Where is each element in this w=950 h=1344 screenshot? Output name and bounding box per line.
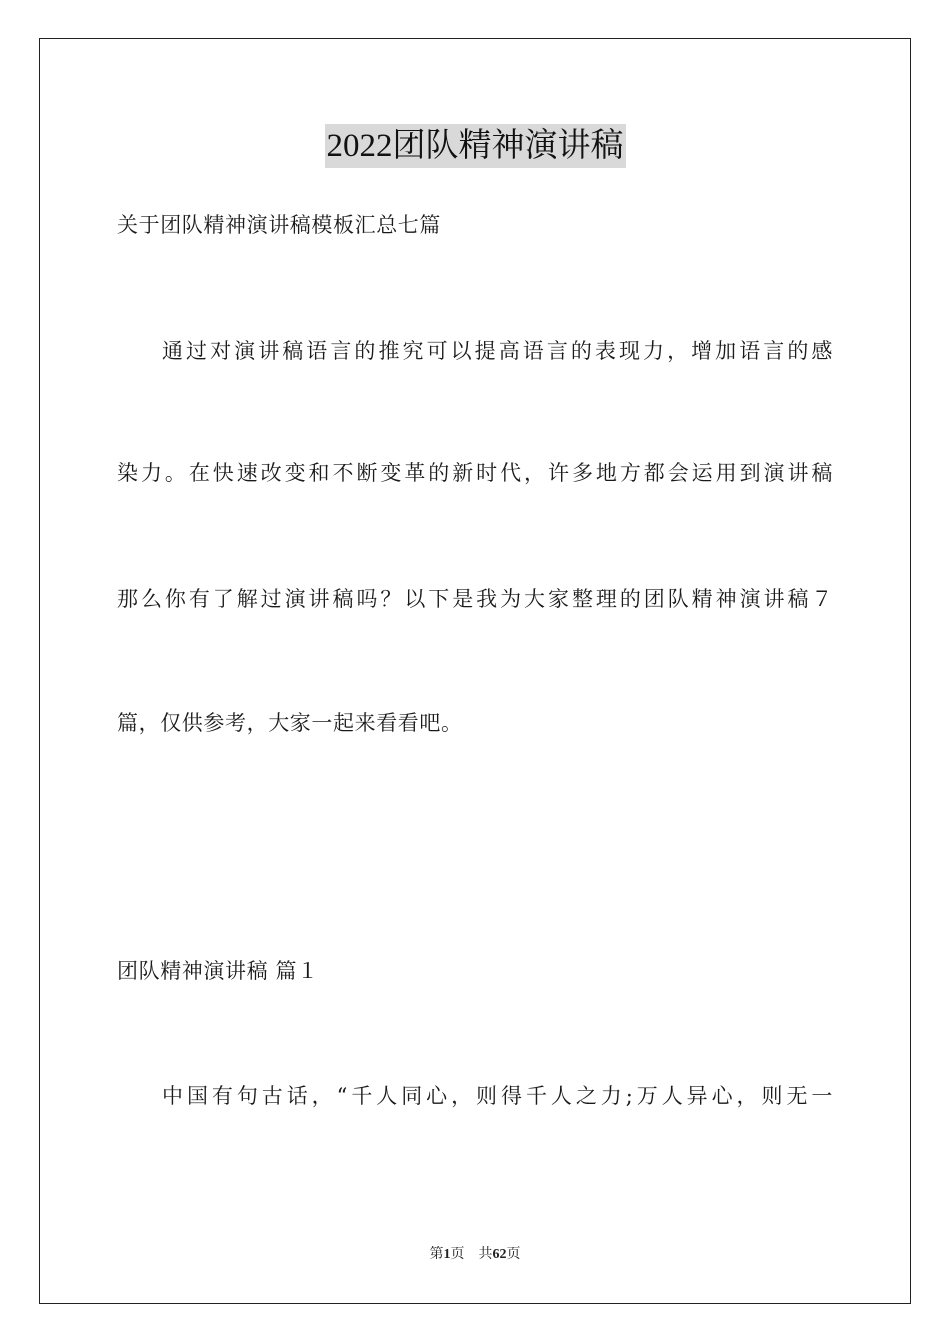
footer-total-prefix: 共 [478,1247,493,1262]
intro-line-1: 通过对演讲稿语言的推究可以提高语言的表现力，增加语言的感 [162,339,833,363]
footer-total-pages: 62 [492,1247,507,1262]
document-title: 2022团队精神演讲稿 [325,124,626,168]
section-line-1: 中国有句古话，“千人同心，则得千人之力;万人异心，则无一 [162,1084,833,1108]
footer-page-prefix: 第 [429,1247,444,1262]
document-subtitle: 关于团队精神演讲稿模板汇总七篇 [117,213,441,237]
title-container [0,124,950,168]
intro-line-2: 染力。在快速改变和不断变革的新时代，许多地方都会运用到演讲稿 [117,461,833,485]
footer-total-suffix: 页 [506,1247,521,1262]
intro-line-3: 那么你有了解过演讲稿吗？以下是我为大家整理的团队精神演讲稿７ [117,587,833,611]
footer-page-suffix: 页 [450,1247,465,1262]
intro-line-4: 篇，仅供参考，大家一起来看看吧。 [117,711,463,735]
footer-page-number: 1 [443,1247,451,1262]
section-heading: 团队精神演讲稿 篇１ [117,959,319,983]
page-footer [0,1246,950,1264]
